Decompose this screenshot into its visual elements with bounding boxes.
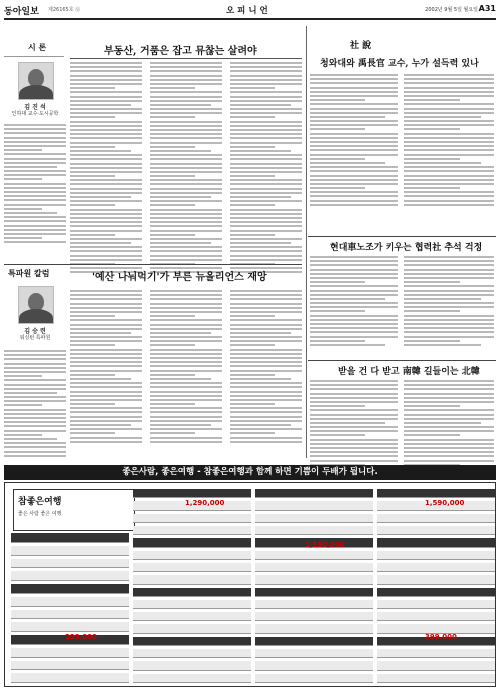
ad-price-2: 1,190,000	[305, 541, 345, 549]
ad-price-4: 399,000	[425, 633, 457, 641]
ad-banner: 좋은사람, 좋은여행 - 참좋은여행과 함께 하면 기쁨이 두배가 됩니다.	[4, 465, 496, 480]
ad-column-4	[377, 489, 495, 683]
column-divider	[306, 26, 307, 458]
publication-date: 2002년 9월 5일 월요일	[425, 7, 478, 13]
column1-headline: 부동산, 거품은 잡고 뮤찮는 살려야	[104, 46, 257, 57]
page-number: A31	[478, 4, 496, 13]
column1-body-col2	[150, 62, 222, 273]
ad-column-1	[11, 533, 129, 683]
divider	[308, 360, 496, 361]
editorial1-body-col2	[404, 74, 494, 206]
author2-photo	[18, 286, 54, 324]
ad-logo-text: 참좋은여행	[18, 497, 62, 507]
editorial3-body-col1	[310, 380, 398, 466]
author1-name: 김 진 석	[24, 104, 46, 111]
ad-price-1: 1,290,000	[185, 499, 225, 507]
column1-body-col3	[230, 62, 302, 273]
ad-column-3	[255, 489, 373, 683]
travel-advertisement	[4, 482, 496, 687]
author2-name: 김 승 련	[24, 328, 46, 335]
author1-photo	[18, 62, 54, 100]
column2-label: 특파원 칼럼	[8, 269, 50, 278]
column1-body-col1	[70, 62, 142, 273]
newspaper-name: 동아일보	[4, 7, 39, 17]
editorial-headline-3: 받을 건 다 받고 南韓 길들이는 北韓	[338, 367, 480, 377]
column2-body-col1	[70, 290, 142, 443]
column1-sidebar-text	[4, 124, 66, 243]
divider	[70, 58, 302, 59]
divider	[308, 236, 496, 237]
ad-column-2	[133, 489, 251, 683]
ad-logo	[13, 489, 135, 531]
ad-logo-subtext: 좋은 사람 좋은 여행	[18, 511, 62, 517]
editorial2-body-col1	[310, 256, 398, 346]
column1-label: 시 론	[28, 43, 47, 52]
divider	[4, 264, 302, 265]
section-title: 오 피 니 언	[226, 6, 268, 16]
editorial-label: 社 說	[350, 41, 372, 51]
author1-title: 인하대 교수·도시공학	[11, 111, 59, 117]
editorial1-body-col1	[310, 74, 398, 206]
column2-headline: '예산 나눠먹기'가 부른 뉴올리언스 재앙	[92, 272, 267, 283]
column2-sidebar-text	[4, 350, 66, 457]
author2-title: 워싱턴 특파원	[19, 335, 51, 341]
editorial-headline-2: 현대車노조가 키우는 협력社 추석 걱정	[330, 243, 483, 253]
issue-number: 제26165호 ㉭	[48, 7, 81, 13]
divider	[4, 56, 64, 57]
column2-body-col3	[230, 290, 302, 443]
ad-price-5: 299,000	[65, 633, 97, 641]
column2-body-col2	[150, 290, 222, 443]
editorial2-body-col2	[404, 256, 494, 346]
editorial-headline-1: 청와대와 禹長官 교수, 누가 설득력 있나	[320, 59, 479, 69]
editorial3-body-col2	[404, 380, 494, 466]
masthead	[4, 4, 496, 20]
ad-price-3: 1,590,000	[425, 499, 465, 507]
